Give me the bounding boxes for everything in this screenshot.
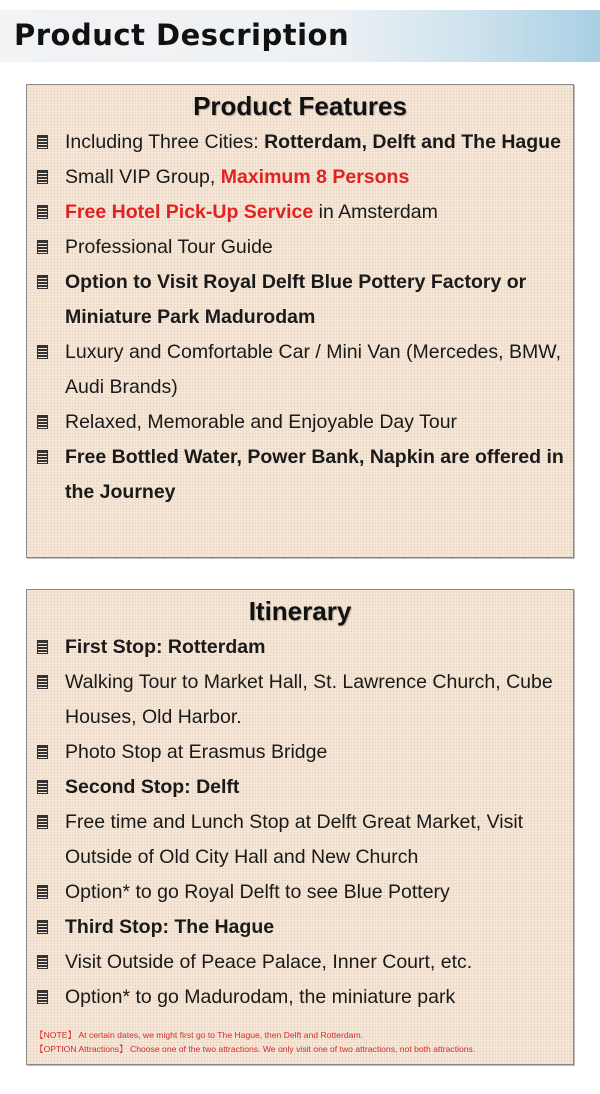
bullet-icon [37, 415, 48, 429]
bullet-icon [37, 345, 48, 359]
note-line: 【OPTION Attractions】 Choose one of the two attractions. We only visit one of two attractions, not both attractions. [35, 1044, 476, 1054]
item-suffix: in Amsterdam [313, 201, 438, 223]
bullet-icon [37, 675, 48, 689]
bullet-icon [37, 135, 48, 149]
item-prefix: Including Three Cities: [65, 131, 265, 153]
features-title: Product Features [193, 91, 407, 121]
item-red: Free Hotel Pick-Up Service [65, 201, 314, 223]
notes-block [35, 1028, 569, 1056]
item-prefix: Small VIP Group, [65, 166, 221, 188]
list-item [35, 665, 573, 735]
list-item [35, 910, 573, 945]
list-item [35, 805, 573, 875]
list-item [35, 770, 573, 805]
item-text: Photo Stop at Erasmus Bridge [65, 741, 328, 763]
list-item [35, 875, 573, 910]
itinerary-title: Itinerary [248, 596, 352, 626]
itinerary-list [27, 630, 573, 1015]
item-bold: Second Stop: Delft [65, 776, 240, 798]
item-text: Luxury and Comfortable Car / Mini Van (Mercedes, BMW, Audi Brands) [65, 341, 561, 398]
list-item [35, 405, 573, 440]
list-item [35, 440, 573, 510]
list-item [35, 265, 573, 335]
item-text: Professional Tour Guide [65, 236, 273, 258]
note-line: 【NOTE】 At certain dates, we might first go to The Hague, then Delft and Rotterdam. [35, 1030, 363, 1040]
list-item [35, 335, 573, 405]
page-title: Product Description [14, 18, 350, 52]
bullet-icon [37, 885, 48, 899]
item-text: Option* to go Madurodam, the miniature park [65, 986, 456, 1008]
features-panel [26, 84, 574, 558]
bullet-icon [37, 275, 48, 289]
list-item [35, 125, 573, 160]
itinerary-panel [26, 589, 574, 1065]
item-bold: Option to Visit Royal Delft Blue Pottery Factory or Miniature Park Madurodam [65, 271, 527, 328]
item-text: Walking Tour to Market Hall, St. Lawrence Church, Cube Houses, Old Harbor. [65, 671, 553, 728]
bullet-icon [37, 780, 48, 794]
item-bold: Rotterdam, Delft and The Hague [264, 131, 561, 153]
bullet-icon [37, 450, 48, 464]
item-bold: First Stop: Rotterdam [65, 636, 266, 658]
item-text: Visit Outside of Peace Palace, Inner Court, etc. [65, 951, 473, 973]
list-item [35, 980, 573, 1015]
bullet-icon [37, 955, 48, 969]
item-bold: Free Bottled Water, Power Bank, Napkin are offered in the Journey [65, 446, 564, 503]
item-text: Free time and Lunch Stop at Delft Great Market, Visit Outside of Old City Hall and New Church [65, 811, 524, 868]
bullet-icon [37, 990, 48, 1004]
header-banner [0, 10, 600, 62]
bullet-icon [37, 920, 48, 934]
bullet-icon [37, 240, 48, 254]
list-item [35, 230, 573, 265]
item-text: Option* to go Royal Delft to see Blue Pottery [65, 881, 450, 903]
list-item [35, 945, 573, 980]
item-bold: Third Stop: The Hague [65, 916, 275, 938]
list-item [35, 195, 573, 230]
item-text: Relaxed, Memorable and Enjoyable Day Tour [65, 411, 458, 433]
bullet-icon [37, 205, 48, 219]
list-item [35, 630, 573, 665]
bullet-icon [37, 745, 48, 759]
list-item [35, 160, 573, 195]
features-list [27, 125, 573, 510]
bullet-icon [37, 640, 48, 654]
list-item [35, 735, 573, 770]
item-red: Maximum 8 Persons [220, 166, 410, 188]
bullet-icon [37, 815, 48, 829]
bullet-icon [37, 170, 48, 184]
